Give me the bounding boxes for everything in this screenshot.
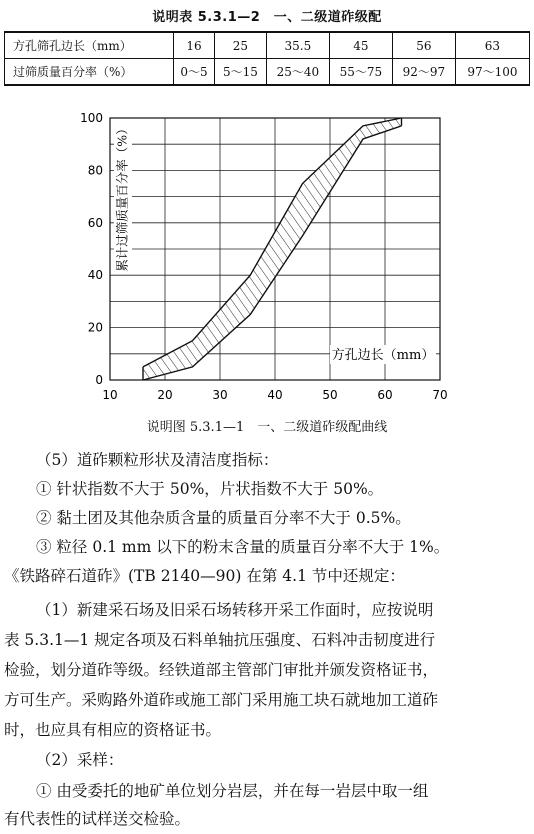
body-line: ① 由受委托的地矿单位划分岩层，并在每一岩层中取一组: [36, 782, 429, 800]
x-tick-label: 20: [157, 388, 173, 402]
table-cell: 97～100: [455, 59, 529, 86]
y-axis-label: 累计过筛质量百分率（%）: [114, 122, 130, 272]
y-tick-label: 20: [87, 320, 103, 335]
x-tick-label: 10: [102, 388, 118, 402]
body-line: （1）新建采石场及旧采石场转移开采工作面时，应按说明: [36, 601, 434, 619]
table-row-sieve: [5, 32, 530, 59]
body-line: 有代表性的试样送交检验。: [4, 810, 191, 828]
gradation-table: [4, 31, 530, 86]
y-tick-label: 0: [95, 373, 103, 387]
table-cell: 55～75: [329, 59, 392, 86]
table-cell: 63: [455, 32, 529, 59]
body-line: 表 5.3.1—1 规定各项及石料单轴抗压强度、石料冲击韧度进行: [4, 631, 436, 649]
x-axis-label: 方孔边长（mm）: [331, 348, 435, 363]
body-line: ② 黏土团及其他杂质含量的质量百分率不大于 0.5%。: [36, 509, 411, 527]
table-cell: 45: [329, 32, 392, 59]
body-line: 检验，划分道砟等级。经铁道部主管部门审批并颁发资格证书，: [4, 661, 439, 679]
row-label-passing: 过筛质量百分率（%）: [5, 59, 174, 86]
body-line: （2）采样：: [36, 751, 124, 769]
x-tick-label: 50: [322, 388, 338, 402]
figure-caption: 说明图 5.3.1—1 一、二级道砟级配曲线: [146, 420, 388, 435]
table-cell: 5～15: [214, 59, 266, 86]
y-tick-label: 80: [87, 163, 103, 178]
table-title: 说明表 5.3.1—2 一、二级道砟级配: [152, 10, 382, 25]
table-cell: 25～40: [266, 59, 329, 86]
table-cell: 16: [174, 32, 215, 59]
body-line: 《铁路碎石道砟》(TB 2140—90) 在第 4.1 节中还规定：: [4, 567, 405, 585]
y-tick-label: 60: [87, 215, 103, 230]
x-tick-label: 40: [267, 388, 283, 402]
table-cell: 0～5: [174, 59, 215, 86]
y-tick-label: 40: [87, 268, 103, 283]
table-cell: 92～97: [392, 59, 455, 86]
row-label-sieve: 方孔筛孔边长（mm）: [5, 32, 174, 59]
body-line: 时，也应具有相应的资格证书。: [4, 721, 222, 739]
body-line: ① 针状指数不大于 50%，片状指数不大于 50%。: [36, 480, 384, 498]
y-tick-label: 100: [80, 111, 103, 125]
body-line: 方可生产。采购路外道砟或施工部门采用施工块石就地加工道砟: [4, 691, 439, 709]
table-cell: 35.5: [266, 32, 329, 59]
x-tick-label: 70: [432, 388, 448, 402]
table-row-passing: [5, 59, 530, 86]
table-cell: 56: [392, 32, 455, 59]
table-cell: 25: [214, 32, 266, 59]
gradation-chart: [0, 104, 534, 414]
body-line: （5）道砟颗粒形状及清洁度指标：: [36, 451, 279, 469]
x-tick-label: 60: [377, 388, 393, 402]
x-tick-label: 30: [212, 388, 228, 402]
body-line: ③ 粒径 0.1 mm 以下的粉末含量的质量百分率不大于 1%。: [36, 538, 450, 556]
